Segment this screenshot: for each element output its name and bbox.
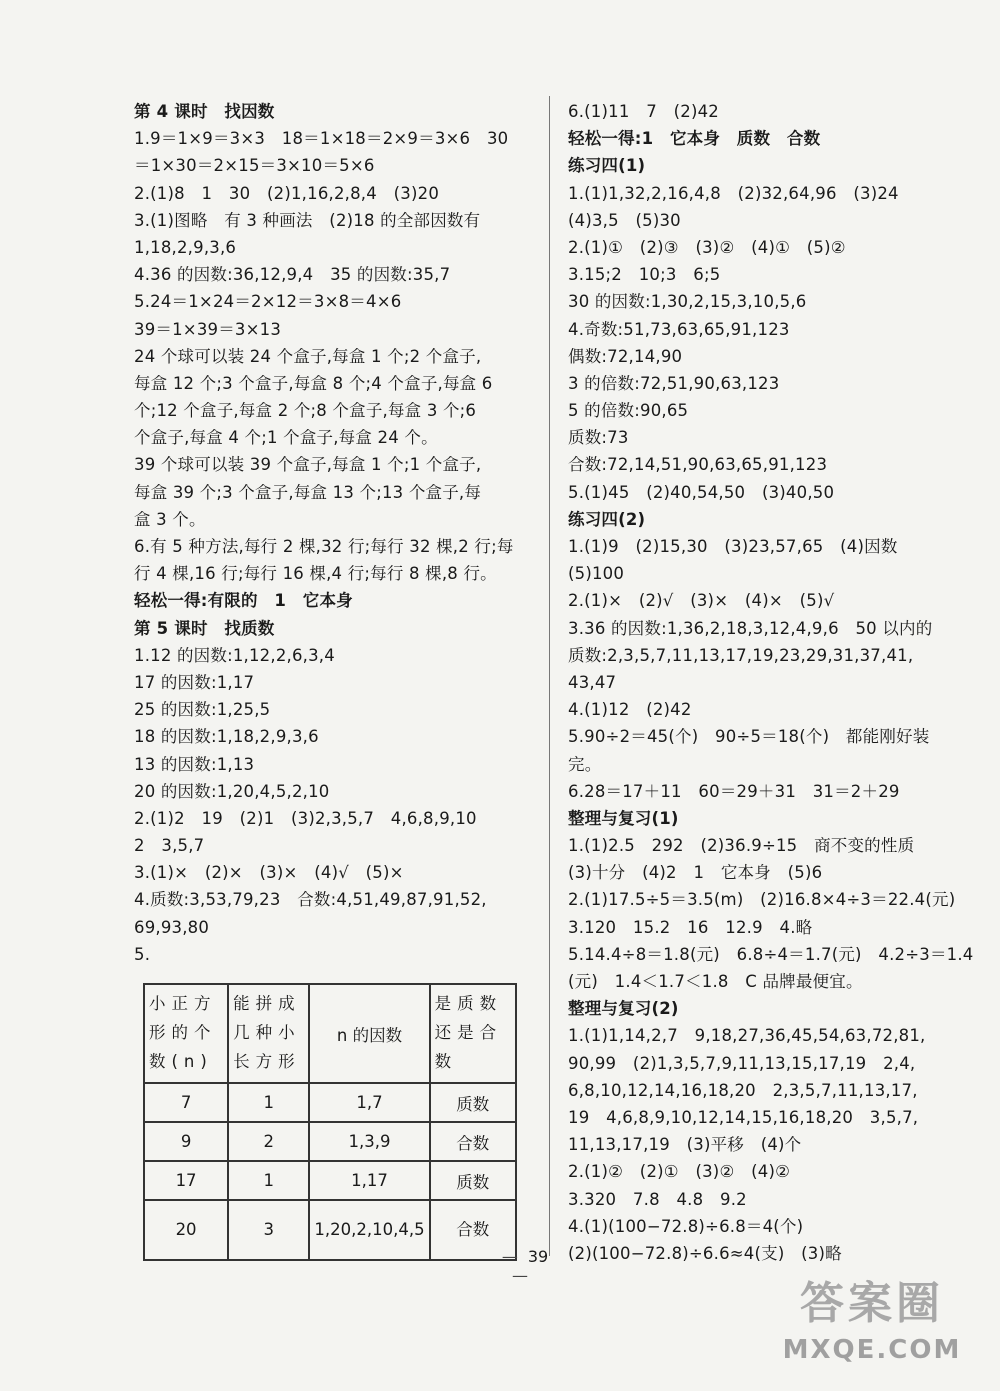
answer-line: 1.(1)1,32,2,16,4,8 (2)32,64,96 (3)24 <box>568 183 899 203</box>
answer-line: 2.(1)17.5÷5＝3.5(m) (2)16.8×4÷3＝22.4(元) <box>568 890 956 910</box>
answer-line: 1.(1)1,14,2,7 9,18,27,36,45,54,63,72,81, <box>568 1026 926 1046</box>
table-cell: 1,3,9 <box>309 1122 429 1161</box>
table-cell: 质数 <box>430 1083 516 1122</box>
answer-line: 43,47 <box>568 672 617 692</box>
table-cell: 7 <box>144 1083 228 1122</box>
answer-line: 1.9＝1×9＝3×3 18＝1×18＝2×9＝3×6 30 <box>134 129 509 149</box>
watermark-title: 答案圈 <box>800 1278 944 1329</box>
answer-line: 行 4 棵,16 行;每行 16 棵,4 行;每行 8 棵,8 行。 <box>134 564 497 584</box>
answer-line: 4.36 的因数:36,12,9,4 35 的因数:35,7 <box>134 265 451 285</box>
answer-line: 2.(1)2 19 (2)1 (3)2,3,5,7 4,6,8,9,10 <box>134 808 477 828</box>
section-heading: 整理与复习(2) <box>568 999 679 1019</box>
page-number: — 39 — <box>480 1247 560 1285</box>
answer-line: 3.(1)图略 有 3 种画法 (2)18 的全部因数有 <box>134 210 481 230</box>
header-type: 是质数还是合数 <box>430 984 516 1083</box>
answer-line: 完。 <box>568 754 602 774</box>
table-cell: 合数 <box>430 1122 516 1161</box>
table-header-row <box>144 984 516 1083</box>
answer-line: 3.15;2 10;3 6;5 <box>568 265 721 285</box>
section-heading: 轻松一得:1 它本身 质数 合数 <box>568 129 821 149</box>
answer-line: 1.(1)2.5 292 (2)36.9÷15 商不变的性质 <box>568 836 915 856</box>
column-divider <box>549 96 550 1256</box>
header-count: 小正方形的个数(n) <box>144 984 228 1083</box>
answer-line: 每盒 39 个;3 个盒子,每盒 13 个;13 个盒子,每 <box>134 482 482 502</box>
answer-line: 11,13,17,19 (3)平移 (4)个 <box>568 1135 802 1155</box>
header-ways: 能拼成几种小长方形 <box>228 984 309 1083</box>
answer-line: 5.24＝1×24＝2×12＝3×8＝4×6 <box>134 292 402 312</box>
answer-line: 18 的因数:1,18,2,9,3,6 <box>134 727 319 747</box>
answer-line: 每盒 12 个;3 个盒子,每盒 8 个;4 个盒子,每盒 6 <box>134 373 493 393</box>
answer-line: 合数:72,14,51,90,63,65,91,123 <box>568 455 828 475</box>
answer-line: 30 的因数:1,30,2,15,3,10,5,6 <box>568 292 807 312</box>
answer-line: 19 4,6,8,9,10,12,14,15,16,18,20 3,5,7, <box>568 1107 919 1127</box>
answer-line: 13 的因数:1,13 <box>134 754 255 774</box>
section-heading: 第 5 课时 找质数 <box>134 618 275 638</box>
answer-line: 5 的倍数:90,65 <box>568 401 689 421</box>
answer-line: 2.(1)① (2)③ (3)② (4)① (5)② <box>568 237 846 257</box>
answer-line: 3.320 7.8 4.8 9.2 <box>568 1189 747 1209</box>
table-cell: 20 <box>144 1200 228 1260</box>
table-row <box>144 1122 516 1161</box>
answer-line: 3.(1)× (2)× (3)× (4)√ (5)× <box>134 863 404 883</box>
answer-line: 39＝1×39＝3×13 <box>134 319 282 339</box>
answer-line: 2.(1)8 1 30 (2)1,16,2,8,4 (3)20 <box>134 183 440 203</box>
answer-line: 3 的倍数:72,51,90,63,123 <box>568 373 780 393</box>
table-row <box>144 1161 516 1200</box>
answer-line: 39 个球可以装 39 个盒子,每盒 1 个;1 个盒子, <box>134 455 482 475</box>
section-heading: 第 4 课时 找因数 <box>134 102 275 121</box>
watermark-url: MXQE.COM <box>782 1335 962 1365</box>
answer-line: 盒 3 个。 <box>134 509 206 529</box>
section-heading: 练习四(2) <box>568 509 646 529</box>
table-cell: 2 <box>228 1122 309 1161</box>
section-heading: 练习四(1) <box>568 156 646 176</box>
answer-line: 2.(1)× (2)√ (3)× (4)× (5)√ <box>568 591 835 611</box>
table-row <box>144 1083 516 1122</box>
answer-line: 4.(1)12 (2)42 <box>568 700 692 720</box>
answer-line: 69,93,80 <box>134 917 210 937</box>
answer-line: 6.有 5 种方法,每行 2 棵,32 行;每行 32 棵,2 行;每 <box>134 537 514 556</box>
squares-table <box>143 983 517 1261</box>
answer-line: 2 3,5,7 <box>134 836 205 856</box>
answer-line: 4.质数:3,53,79,23 合数:4,51,49,87,91,52, <box>134 890 487 910</box>
answer-line: 质数:73 <box>568 428 629 448</box>
answer-line: 1,18,2,9,3,6 <box>134 237 237 257</box>
table-row <box>144 1200 516 1260</box>
table-cell: 17 <box>144 1161 228 1200</box>
answer-line: 90,99 (2)1,3,5,7,9,11,13,15,17,19 2,4, <box>568 1053 916 1073</box>
watermark-logo <box>762 1267 982 1377</box>
answer-line: 6.(1)11 7 (2)42 <box>568 102 719 121</box>
table-cell: 9 <box>144 1122 228 1161</box>
answer-line: (3)十分 (4)2 1 它本身 (5)6 <box>568 863 823 883</box>
table-cell: 1 <box>228 1083 309 1122</box>
answer-line: 6.28＝17＋11 60＝29＋31 31＝2＋29 <box>568 781 900 801</box>
answer-line: (4)3,5 (5)30 <box>568 210 681 230</box>
answer-line: (2)(100−72.8)÷6.6≈4(支) (3)略 <box>568 1243 842 1263</box>
right-column <box>568 98 974 1267</box>
answer-line: 偶数:72,14,90 <box>568 346 683 366</box>
table-cell: 3 <box>228 1200 309 1260</box>
answer-line: 5. <box>134 944 151 964</box>
answer-line: 1.12 的因数:1,12,2,6,3,4 <box>134 645 335 665</box>
answer-line: (5)100 <box>568 564 625 584</box>
table-cell: 1,17 <box>309 1161 429 1200</box>
table-cell: 1,20,2,10,4,5 <box>309 1200 429 1260</box>
table-cell: 质数 <box>430 1161 516 1200</box>
answer-line: 3.36 的因数:1,36,2,18,3,12,4,9,6 50 以内的 <box>568 618 933 638</box>
answer-line: 6,8,10,12,14,16,18,20 2,3,5,7,11,13,17, <box>568 1080 918 1100</box>
answer-line: 质数:2,3,5,7,11,13,17,19,23,29,31,37,41, <box>568 645 914 665</box>
answer-line: 25 的因数:1,25,5 <box>134 700 271 720</box>
answer-line: (元) 1.4＜1.7＜1.8 C 品牌最便宜。 <box>568 972 863 991</box>
table-cell: 1,7 <box>309 1083 429 1122</box>
section-heading: 整理与复习(1) <box>568 808 679 828</box>
table-cell: 1 <box>228 1161 309 1200</box>
left-column <box>134 98 534 968</box>
answer-line: 2.(1)② (2)① (3)② (4)② <box>568 1162 791 1182</box>
answer-line: ＝1×30＝2×15＝3×10＝5×6 <box>134 156 375 176</box>
answer-line: 4.(1)(100−72.8)÷6.8＝4(个) <box>568 1216 804 1236</box>
answer-line: 1.(1)9 (2)15,30 (3)23,57,65 (4)因数 <box>568 537 898 556</box>
answer-line: 4.奇数:51,73,63,65,91,123 <box>568 319 790 339</box>
answer-line: 个;12 个盒子,每盒 2 个;8 个盒子,每盒 3 个;6 <box>134 401 477 421</box>
answer-line: 17 的因数:1,17 <box>134 672 255 692</box>
answer-line: 5.90÷2＝45(个) 90÷5＝18(个) 都能刚好装 <box>568 727 930 747</box>
answer-line: 个盒子,每盒 4 个;1 个盒子,每盒 24 个。 <box>134 428 438 448</box>
answer-line: 3.120 15.2 16 12.9 4.略 <box>568 917 813 937</box>
answer-line: 5.14.4÷8＝1.8(元) 6.8÷4＝1.7(元) 4.2÷3＝1.4 <box>568 944 974 964</box>
table-cell: 合数 <box>430 1200 516 1260</box>
answer-line: 20 的因数:1,20,4,5,2,10 <box>134 781 330 801</box>
section-heading: 轻松一得:有限的 1 它本身 <box>134 591 353 611</box>
header-factors: n 的因数 <box>309 984 429 1083</box>
answer-line: 24 个球可以装 24 个盒子,每盒 1 个;2 个盒子, <box>134 346 482 366</box>
answer-line: 5.(1)45 (2)40,54,50 (3)40,50 <box>568 482 835 502</box>
